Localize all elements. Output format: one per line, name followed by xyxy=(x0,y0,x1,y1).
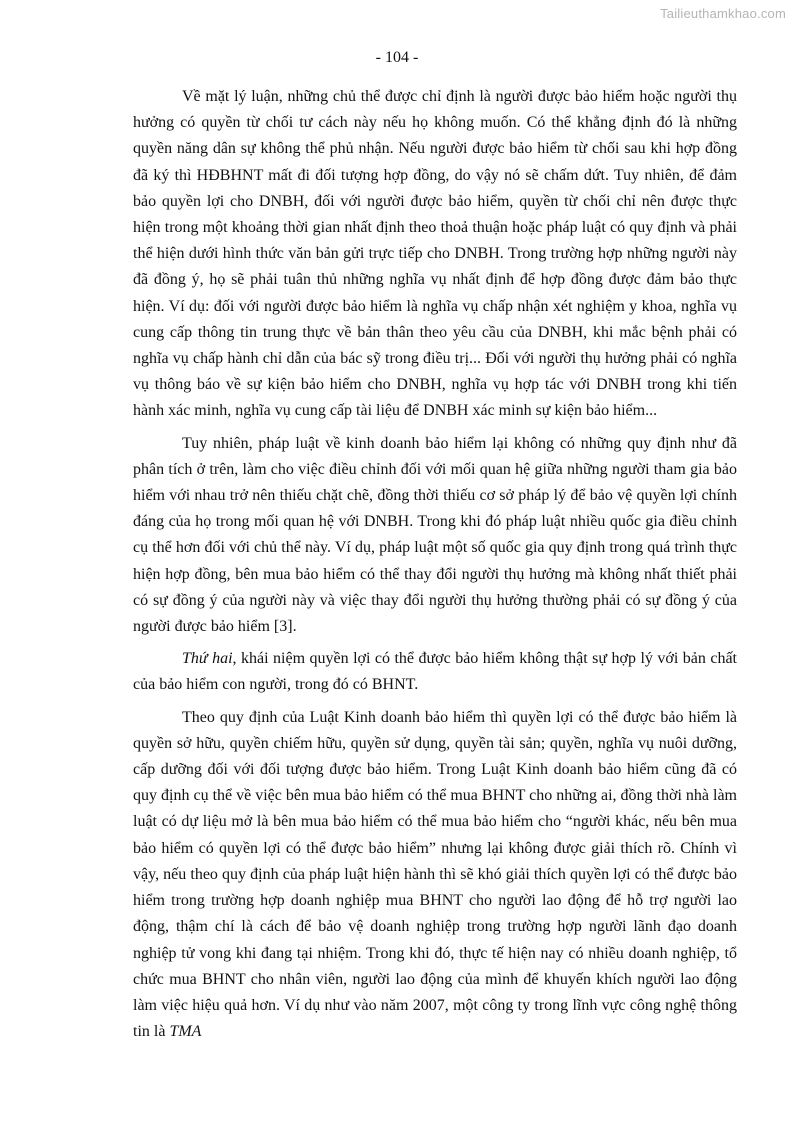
paragraph-3-text: , khái niệm quyền lợi có thể được bảo hiểm không thật sự hợp lý với bản chất của bảo hiểm con người, trong đó có BHNT. xyxy=(133,650,737,694)
paragraph-3 xyxy=(133,646,737,698)
paragraph-4-text: Theo quy định của Luật Kinh doanh bảo hiểm thì quyền lợi có thể được bảo hiểm là quyền sở hữu, quyền chiếm hữu, quyền sử dụng, quyền tài sản; quyền, nghĩa vụ nuôi dưỡng, cấp dưỡng đối với đối tượng được bảo hiểm. Trong Luật Kinh doanh bảo hiểm cũng đã có quy định cụ thể về việc bên mua bảo hiểm có thể mua BHNT cho những ai, đồng thời nhà làm luật có dự liệu mở là bên mua bảo hiểm có thể mua bảo hiểm cho “người khác, nếu bên mua bảo hiểm có quyền lợi có thể được bảo hiểm” nhưng lại không được giải thích rõ. Chính vì vậy, nếu theo quy định của pháp luật hiện hành thì sẽ khó giải thích quyền lợi có thể được bảo hiểm trong trường hợp doanh nghiệp mua BHNT cho người lao động để hỗ trợ người lao động, thậm chí là cách để bảo vệ doanh nghiệp trong trường hợp người lãnh đạo doanh nghiệp tử vong khi đang tại nhiệm. Trong khi đó, thực tế hiện nay có nhiều doanh nghiệp, tổ chức mua BHNT cho nhân viên, người lao động của mình để khuyến khích người lao động làm việc hiệu quả hơn. Ví dụ như vào năm 2007, một công ty trong lĩnh vực công nghệ thông tin là xyxy=(133,708,737,1041)
page-number: - 104 - xyxy=(375,49,419,66)
italic-trail: TMA xyxy=(169,1023,202,1041)
document-body xyxy=(133,84,737,1051)
paragraph-1: Về mặt lý luận, những chủ thể được chỉ định là người được bảo hiểm hoặc người thụ hưởng có quyền từ chối tư cách này nếu họ không muốn. Có thể khẳng định đó là những quyền năng dân sự không thể phủ nhận. Nếu người được bảo hiểm từ chối sau khi hợp đồng đã ký thì HĐBHNT mất đi đối tượng hợp đồng, do vậy nó sẽ chấm dứt. Tuy nhiên, để đảm bảo quyền lợi cho DNBH, đối với người được bảo hiểm, quyền từ chối chỉ nên được thực hiện trong một khoảng thời gian nhất định theo thoả thuận hoặc pháp luật có quy định và phải thể hiện dưới hình thức văn bản gửi trực tiếp cho DNBH. Trong trường hợp những người này đã đồng ý, họ sẽ phải tuân thủ những nghĩa vụ nhất định để hợp đồng được đảm bảo thực hiện. Ví dụ: đối với người được bảo hiểm là nghĩa vụ chấp nhận xét nghiệm y khoa, nghĩa vụ cung cấp thông tin trung thực về bản thân theo yêu cầu của DNBH, khi mắc bệnh phải có nghĩa vụ chấp hành chỉ dẫn của bác sỹ trong điều trị... Đối với người thụ hưởng phải có nghĩa vụ thông báo về sự kiện bảo hiểm cho DNBH, nghĩa vụ hợp tác với DNBH trong khi tiến hành xác minh, nghĩa vụ cung cấp tài liệu để DNBH xác minh sự kiện bảo hiểm... xyxy=(133,88,737,420)
paragraph-2: Tuy nhiên, pháp luật về kinh doanh bảo hiểm lại không có những quy định như đã phân tích ở trên, làm cho việc điều chỉnh đối với mối quan hệ giữa những người tham gia bảo hiểm với nhau trở nên thiếu chặt chẽ, đồng thời thiếu cơ sở pháp lý để bảo vệ quyền lợi chính đáng của họ trong mối quan hệ với DNBH. Trong khi đó pháp luật nhiều quốc gia điều chỉnh cụ thể hơn đối với chủ thể này. Ví dụ, pháp luật một số quốc gia quy định trong quá trình thực hiện hợp đồng, bên mua bảo hiểm có thể thay đổi người thụ hưởng mà không nhất thiết phải có sự đồng ý của người này và việc thay đổi người thụ hưởng thường phải có sự đồng ý của người được bảo hiểm [3]. xyxy=(133,434,737,636)
italic-lead: Thứ hai xyxy=(182,650,233,668)
paragraph-4 xyxy=(133,705,737,1046)
watermark: Tailieuthamkhao.com xyxy=(660,6,786,21)
